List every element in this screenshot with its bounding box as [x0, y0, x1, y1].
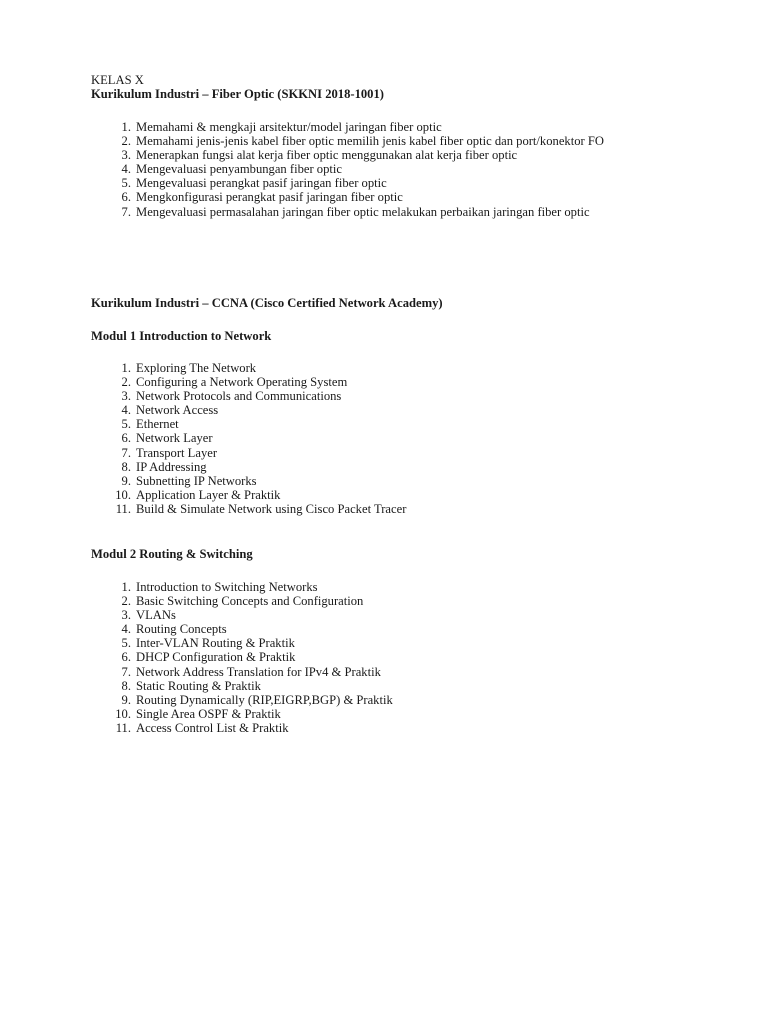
- list-item: 10. Application Layer & Praktik: [115, 487, 281, 502]
- list-item: 8. IP Addressing: [121, 459, 207, 474]
- list-item: 6. DHCP Configuration & Praktik: [121, 650, 296, 665]
- list-item: 1. Introduction to Switching Networks: [121, 580, 318, 594]
- modul2-list: [0, 580, 686, 735]
- modul1-list: [0, 361, 686, 516]
- list-item: 2. Basic Switching Concepts and Configuration: [121, 594, 364, 609]
- list-item: 7. Network Address Translation for IPv4 & Praktik: [121, 664, 381, 679]
- list-item: 1. Memahami & mengkaji arsitektur/model jaringan fiber optic: [121, 120, 442, 134]
- list-item: 9. Routing Dynamically (RIP,EIGRP,BGP) & Praktik: [121, 692, 393, 707]
- list-item: 5. Ethernet: [121, 417, 179, 432]
- class-label: KELAS X: [91, 73, 144, 87]
- ccna-title: Kurikulum Industri – CCNA (Cisco Certified Network Academy): [91, 296, 443, 310]
- modul2-title: Modul 2 Routing & Switching: [91, 547, 253, 561]
- list-item: 7. Mengevaluasi permasalahan jaringan fiber optic melakukan perbaikan jaringan fiber optic: [121, 204, 590, 219]
- list-item: 3. Menerapkan fungsi alat kerja fiber optic menggunakan alat kerja fiber optic: [121, 148, 518, 163]
- list-item: 4. Network Access: [121, 403, 219, 418]
- list-item: 1. Exploring The Network: [121, 361, 257, 375]
- list-item: 7. Transport Layer: [121, 445, 218, 460]
- list-item: 2. Memahami jenis-jenis kabel fiber optic memilih jenis kabel fiber optic dan port/konektor FO: [121, 134, 604, 149]
- fiber-optic-title: Kurikulum Industri – Fiber Optic (SKKNI 2018-1001): [91, 87, 384, 101]
- list-item: 6. Mengkonfigurasi perangkat pasif jaringan fiber optic: [121, 190, 403, 205]
- fiber-optic-list: [0, 120, 686, 219]
- list-item: 11. Build & Simulate Network using Cisco Packet Tracer: [115, 501, 407, 516]
- list-item: 10. Single Area OSPF & Praktik: [115, 706, 281, 721]
- list-item: 8. Static Routing & Praktik: [121, 678, 261, 693]
- list-item: 6. Network Layer: [121, 431, 213, 446]
- modul1-title: Modul 1 Introduction to Network: [91, 329, 272, 343]
- list-item: 2. Configuring a Network Operating System: [121, 375, 348, 390]
- list-item: 11. Access Control List & Praktik: [115, 720, 289, 735]
- list-item: 3. Network Protocols and Communications: [121, 389, 342, 404]
- list-item: 4. Mengevaluasi penyambungan fiber optic: [121, 162, 342, 177]
- list-item: 9. Subnetting IP Networks: [121, 473, 257, 488]
- list-item: 4. Routing Concepts: [121, 622, 227, 637]
- list-item: 3. VLANs: [121, 608, 176, 623]
- list-item: 5. Inter-VLAN Routing & Praktik: [121, 636, 295, 651]
- list-item: 5. Mengevaluasi perangkat pasif jaringan fiber optic: [121, 176, 387, 191]
